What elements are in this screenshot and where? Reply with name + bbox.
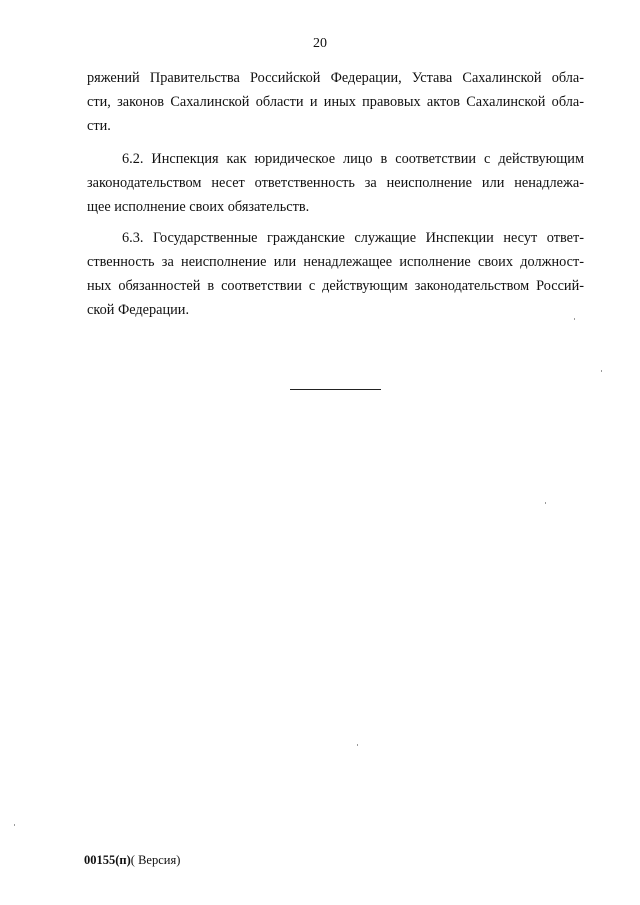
scan-speck (545, 502, 546, 504)
document-code-number: 00155(п) (84, 853, 131, 867)
text-line: ных обязанностей в соответствии с действующим законодательством Россий- (87, 278, 584, 294)
text-line: сти. (87, 118, 111, 134)
paragraph-6-3 (87, 226, 584, 322)
text-line: 6.2. Инспекция как юридическое лицо в соответствии с действующим (122, 151, 584, 167)
text-line: ственность за неисполнение или ненадлежащее исполнение своих должност- (87, 254, 584, 270)
document-code (84, 853, 180, 868)
text-line: ряжений Правительства Российской Федерации, Устава Сахалинской обла- (87, 70, 584, 86)
scan-speck (574, 318, 575, 320)
page-number: 20 (313, 36, 327, 51)
scan-speck (14, 824, 15, 826)
paragraph-continuation (87, 66, 584, 138)
text-line: законодательством несет ответственность за неисполнение или ненадлежа- (87, 175, 584, 191)
text-line: щее исполнение своих обязательств. (87, 199, 310, 215)
text-line: сти, законов Сахалинской области и иных правовых актов Сахалинской обла- (87, 94, 584, 110)
scan-speck (601, 370, 602, 372)
text-line: 6.3. Государственные гражданские служащие Инспекции несут ответ- (122, 230, 584, 246)
paragraph-6-2 (87, 147, 584, 219)
scan-speck (357, 744, 358, 746)
text-line: ской Федерации. (87, 302, 190, 318)
section-divider (290, 389, 381, 390)
document-code-version: ( Версия) (130, 853, 181, 867)
